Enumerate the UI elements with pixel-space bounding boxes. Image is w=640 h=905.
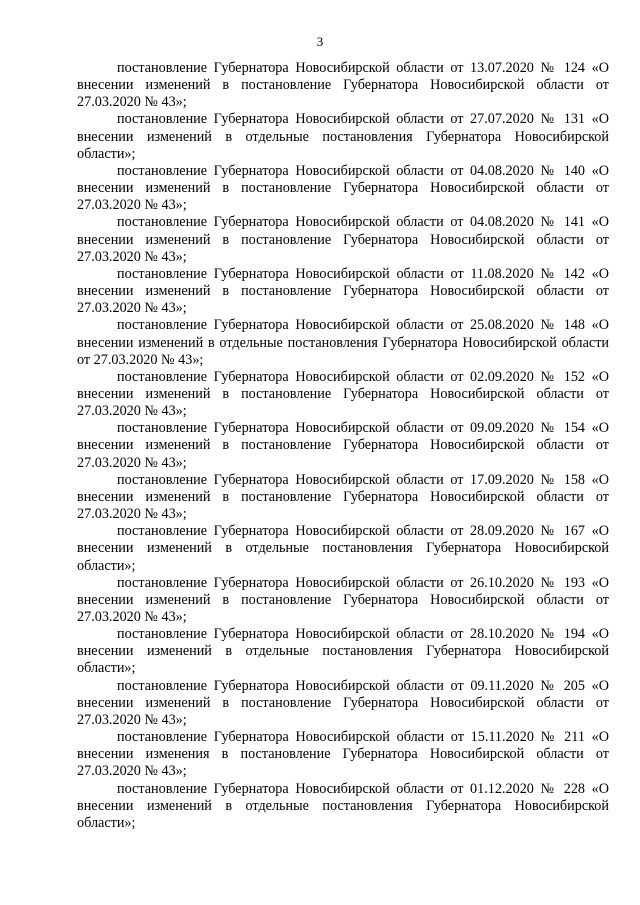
list-item: постановление Губернатора Новосибирской области от 09.09.2020 № 154 «О внесении изменений в постановление Губернатора Новосибирской области от 27.03.2020 № 43»; (77, 420, 609, 471)
list-item: постановление Губернатора Новосибирской области от 17.09.2020 № 158 «О внесении изменений в постановление Губернатора Новосибирской области от 27.03.2020 № 43»; (77, 471, 609, 523)
list-item: постановление Губернатора Новосибирской области от 02.09.2020 № 152 «О внесении изменений в постановление Губернатора Новосибирской области от 27.03.2020 № 43»; (77, 368, 609, 420)
page-number: 3 (316, 34, 324, 49)
list-item: постановление Губернатора Новосибирской области от 13.07.2020 № 124 «О внесении изменений в постановление Губернатора Новосибирской области от 27.03.2020 № 43»; (77, 60, 609, 111)
list-item: постановление Губернатора Новосибирской области от 28.09.2020 № 167 «О внесении изменений в отдельные постановления Губернатора Новосибирской области»; (77, 523, 609, 574)
list-item: постановление Губернатора Новосибирской области от 01.12.2020 № 228 «О внесении изменений в отдельные постановления Губернатора Новосибирской области»; (77, 780, 609, 831)
document-body (77, 60, 609, 832)
list-item: постановление Губернатора Новосибирской области от 28.10.2020 № 194 «О внесении изменений в отдельные постановления Губернатора Новосибирской области»; (77, 626, 609, 677)
list-item: постановление Губернатора Новосибирской области от 27.07.2020 № 131 «О внесении изменений в отдельные постановления Губернатора Новосибирской области»; (77, 111, 609, 162)
list-item: постановление Губернатора Новосибирской области от 04.08.2020 № 141 «О внесении изменений в постановление Губернатора Новосибирской области от 27.03.2020 № 43»; (77, 214, 609, 265)
list-item: постановление Губернатора Новосибирской области от 25.08.2020 № 148 «О внесении изменений в отдельные постановления Губернатора Новосибирской области от 27.03.2020 № 43»; (77, 317, 609, 368)
list-item: постановление Губернатора Новосибирской области от 15.11.2020 № 211 «О внесении изменения в постановление Губернатора Новосибирской области от 27.03.2020 № 43»; (77, 729, 609, 780)
list-item: постановление Губернатора Новосибирской области от 26.10.2020 № 193 «О внесении изменений в постановление Губернатора Новосибирской области от 27.03.2020 № 43»; (77, 574, 609, 625)
list-item: постановление Губернатора Новосибирской области от 09.11.2020 № 205 «О внесении изменений в постановление Губернатора Новосибирской области от 27.03.2020 № 43»; (77, 677, 609, 728)
list-item: постановление Губернатора Новосибирской области от 04.08.2020 № 140 «О внесении изменений в постановление Губернатора Новосибирской области от 27.03.2020 № 43»; (77, 162, 609, 214)
list-item: постановление Губернатора Новосибирской области от 11.08.2020 № 142 «О внесении изменений в постановление Губернатора Новосибирской области от 27.03.2020 № 43»; (77, 265, 609, 317)
